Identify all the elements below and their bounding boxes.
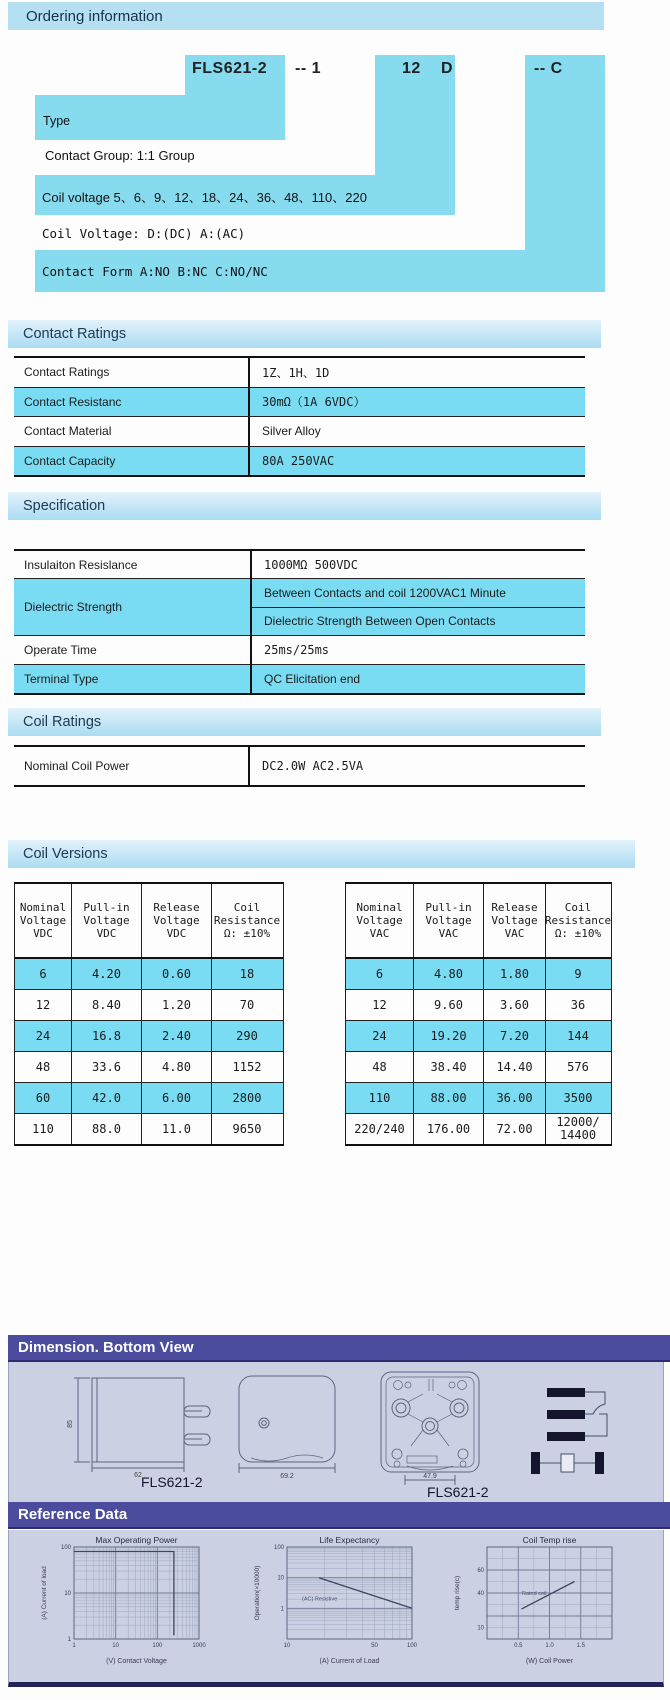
table-header-row — [15, 884, 283, 959]
cell: 1.20 — [142, 990, 212, 1020]
cell: 9650 — [232, 1121, 262, 1136]
cell: 2.40 — [142, 1021, 212, 1051]
header-cell: Coil Resistance Ω: ±10% — [213, 901, 281, 940]
section-band-specification — [8, 492, 601, 520]
dim-side-height: 85 — [67, 1420, 74, 1428]
svg-text:1.5: 1.5 — [576, 1643, 585, 1649]
cell: 12000/ 14400 — [556, 1115, 600, 1142]
front-view-drawing — [231, 1372, 346, 1480]
svg-text:(A) Current of load: (A) Current of load — [41, 1566, 48, 1620]
row-value: 1Z、1H、1D — [262, 365, 330, 380]
code-group: -- 1 — [295, 60, 321, 77]
bottom-view-drawing — [367, 1368, 492, 1488]
svg-text:100: 100 — [152, 1643, 163, 1649]
table-header-row — [346, 884, 611, 959]
cell: 88.0 — [72, 1114, 142, 1144]
row-label: Terminal Type — [14, 665, 250, 693]
svg-text:temp rise(c): temp rise(c) — [454, 1575, 461, 1611]
cell: 12 — [15, 990, 72, 1020]
svg-text:1: 1 — [67, 1637, 71, 1643]
cell: 7.20 — [484, 1021, 546, 1051]
section-title: Specification — [23, 498, 106, 514]
header-cell: Release Voltage VDC — [142, 884, 212, 957]
drawing-label-left: FLS621-2 — [141, 1474, 203, 1490]
cell: 1.80 — [484, 959, 546, 989]
svg-text:1: 1 — [280, 1606, 284, 1613]
row-label: Insulaiton Resislance — [14, 551, 250, 579]
dimension-panel — [8, 1362, 664, 1502]
section-band-reference — [8, 1502, 670, 1529]
code-voltage-type: D — [441, 60, 454, 77]
table-row — [15, 959, 283, 990]
section-title: Ordering information — [26, 7, 163, 25]
svg-text:Operation(×10000): Operation(×10000) — [254, 1565, 261, 1621]
svg-text:100: 100 — [406, 1643, 418, 1649]
table-row — [15, 1114, 283, 1144]
table-row — [14, 447, 585, 476]
code-type: FLS621-2 — [192, 60, 268, 77]
cell: 4.20 — [72, 959, 142, 989]
cell: 38.40 — [414, 1052, 484, 1082]
chart-max-operating-power — [34, 1534, 234, 1685]
cell: 6.00 — [142, 1083, 212, 1113]
row-value: Between Contacts and coil 1200VAC1 Minute — [250, 579, 585, 607]
svg-text:(AC) Resistive: (AC) Resistive — [302, 1596, 338, 1603]
header-cell: Pull-in Voltage VDC — [72, 884, 142, 957]
table-row — [14, 358, 585, 388]
svg-text:10: 10 — [477, 1625, 484, 1632]
svg-text:10: 10 — [112, 1643, 119, 1649]
table-row — [346, 1021, 611, 1052]
svg-text:10: 10 — [277, 1575, 284, 1582]
table-row — [346, 990, 611, 1021]
chart-life-expectancy — [247, 1534, 447, 1685]
cell: 9.60 — [414, 990, 484, 1020]
cell: 9 — [574, 966, 582, 981]
svg-text:Rated coil: Rated coil — [522, 1590, 547, 1597]
cell: 48 — [346, 1052, 414, 1082]
cell: 72.00 — [484, 1114, 546, 1144]
row-value: 30mΩ（1A 6VDC） — [262, 395, 366, 410]
svg-text:100: 100 — [60, 1545, 71, 1551]
svg-text:50: 50 — [371, 1643, 378, 1649]
row-label: Contact Ratings — [14, 358, 250, 387]
cell: 33.6 — [72, 1052, 142, 1082]
cell: 176.00 — [414, 1114, 484, 1144]
svg-text:(W) Coil Power: (W) Coil Power — [525, 1658, 574, 1665]
ordering-diagram — [0, 0, 670, 310]
table-row — [15, 1083, 283, 1114]
specification-table — [14, 549, 585, 695]
ordering-label-coil-voltage: Coil voltage 5、6、9、12、18、24、36、48、110、220 — [42, 190, 367, 205]
svg-text:Coil Temp rise: Coil Temp rise — [522, 1535, 577, 1545]
cell: 1152 — [232, 1059, 262, 1074]
terminal-schematic-icon — [517, 1384, 627, 1476]
ordering-label-contact-group: Contact Group: 1:1 Group — [45, 148, 195, 163]
cell: 11.0 — [142, 1114, 212, 1144]
cell: 4.80 — [414, 959, 484, 989]
section-title: Dimension. Bottom View — [18, 1339, 194, 1356]
svg-text:1.0: 1.0 — [545, 1643, 554, 1649]
table-row — [346, 1083, 611, 1114]
cell: 14.40 — [484, 1052, 546, 1082]
svg-text:60: 60 — [477, 1568, 484, 1574]
svg-text:Max Operating Power: Max Operating Power — [95, 1535, 178, 1545]
header-cell: Nominal Voltage VDC — [15, 884, 72, 957]
row-label: Contact Capacity — [14, 447, 250, 476]
cell: 2800 — [232, 1090, 262, 1105]
coil-ratings-table — [14, 745, 585, 787]
section-title: Coil Ratings — [23, 714, 102, 730]
section-band-coil-versions — [8, 840, 635, 868]
dim-side-width: 62 — [134, 1472, 142, 1479]
table-row — [14, 388, 585, 418]
cell: 19.20 — [414, 1021, 484, 1051]
cell: 3500 — [563, 1090, 593, 1105]
cell: 8.40 — [72, 990, 142, 1020]
svg-text:40: 40 — [477, 1591, 484, 1597]
svg-text:0.5: 0.5 — [514, 1643, 523, 1649]
row-value: 80A 250VAC — [262, 453, 335, 468]
row-value: Dielectric Strength Between Open Contacts — [250, 608, 585, 636]
cell: 70 — [239, 997, 255, 1012]
section-band-coil-ratings — [8, 708, 601, 736]
coil-versions-table-vdc — [14, 882, 284, 1146]
chart-coil-temp-rise — [447, 1534, 647, 1685]
table-row — [15, 990, 283, 1021]
side-view-drawing — [54, 1372, 229, 1480]
section-title: Reference Data — [18, 1506, 128, 1523]
drawing-label-right: FLS621-2 — [427, 1484, 489, 1500]
coil-versions-table-vac — [345, 882, 612, 1146]
cell: 12 — [346, 990, 414, 1020]
svg-text:1000: 1000 — [192, 1643, 206, 1649]
cell: 24 — [346, 1021, 414, 1051]
header-cell: Pull-in Voltage VAC — [414, 884, 484, 957]
cell: 6 — [15, 959, 72, 989]
svg-text:(A) Current of Load: (A) Current of Load — [319, 1658, 380, 1665]
table-row — [15, 1052, 283, 1083]
cell: 0.60 — [142, 959, 212, 989]
reference-panel — [8, 1530, 664, 1687]
cell: 18 — [239, 966, 255, 981]
dim-front-width: 69.2 — [280, 1473, 294, 1480]
cell: 220/240 — [346, 1114, 414, 1144]
row-label: Operate Time — [14, 636, 250, 664]
section-title: Contact Ratings — [23, 326, 127, 342]
cell: 60 — [15, 1083, 72, 1113]
ordering-band-type — [35, 95, 285, 140]
svg-text:10: 10 — [283, 1643, 291, 1649]
section-band-contact-ratings — [8, 320, 601, 348]
svg-text:10: 10 — [64, 1591, 71, 1597]
table-row — [14, 417, 585, 447]
cell: 36 — [570, 997, 586, 1012]
row-label: Contact Material — [14, 417, 250, 446]
section-band-dimension — [8, 1335, 670, 1362]
cell: 6 — [346, 959, 414, 989]
row-value: 25ms/25ms — [250, 636, 585, 664]
cell: 110 — [15, 1114, 72, 1144]
cell: 88.00 — [414, 1083, 484, 1113]
cell: 42.0 — [72, 1083, 142, 1113]
cell: 24 — [15, 1021, 72, 1051]
cell: 110 — [346, 1083, 414, 1113]
ordering-label-contact-form: Contact Form A:NO B:NC C:NO/NC — [42, 264, 268, 279]
row-value: QC Elicitation end — [250, 665, 585, 693]
cell: 36.00 — [484, 1083, 546, 1113]
table-row — [14, 747, 585, 785]
row-label: Dielectric Strength — [14, 579, 250, 636]
cell: 576 — [567, 1059, 589, 1074]
cell: 3.60 — [484, 990, 546, 1020]
cell: 144 — [567, 1028, 589, 1043]
ordering-label-type: Type — [43, 114, 71, 128]
row-value: 1000MΩ 500VDC — [250, 551, 585, 579]
contact-ratings-table — [14, 356, 585, 477]
header-cell: Coil Resistance Ω: ±10% — [544, 901, 612, 940]
cell: 4.80 — [142, 1052, 212, 1082]
cell: 16.8 — [72, 1021, 142, 1051]
header-cell: Nominal Voltage VAC — [346, 884, 414, 957]
section-title: Coil Versions — [23, 846, 108, 862]
row-label: Nominal Coil Power — [14, 747, 250, 785]
svg-text:(V) Contact Voltage: (V) Contact Voltage — [106, 1658, 167, 1665]
table-row — [346, 1052, 611, 1083]
svg-text:1: 1 — [72, 1643, 76, 1649]
row-label: Contact Resistanc — [14, 388, 250, 417]
dim-bottom-width: 47.9 — [423, 1473, 437, 1480]
svg-text:100: 100 — [273, 1545, 284, 1551]
ordering-label-coil-voltage-type: Coil Voltage: D:(DC) A:(AC) — [42, 226, 246, 241]
svg-text:Life Expectancy: Life Expectancy — [319, 1535, 380, 1545]
table-row — [346, 959, 611, 990]
row-value: Silver Alloy — [262, 424, 321, 439]
row-value: DC2.0W AC2.5VA — [262, 759, 364, 773]
table-row — [15, 1021, 283, 1052]
header-cell: Release Voltage VAC — [484, 884, 546, 957]
cell: 48 — [15, 1052, 72, 1082]
code-voltage: 12 — [402, 60, 421, 77]
code-form: -- C — [534, 60, 563, 77]
cell: 290 — [236, 1028, 258, 1043]
table-row — [346, 1114, 611, 1144]
